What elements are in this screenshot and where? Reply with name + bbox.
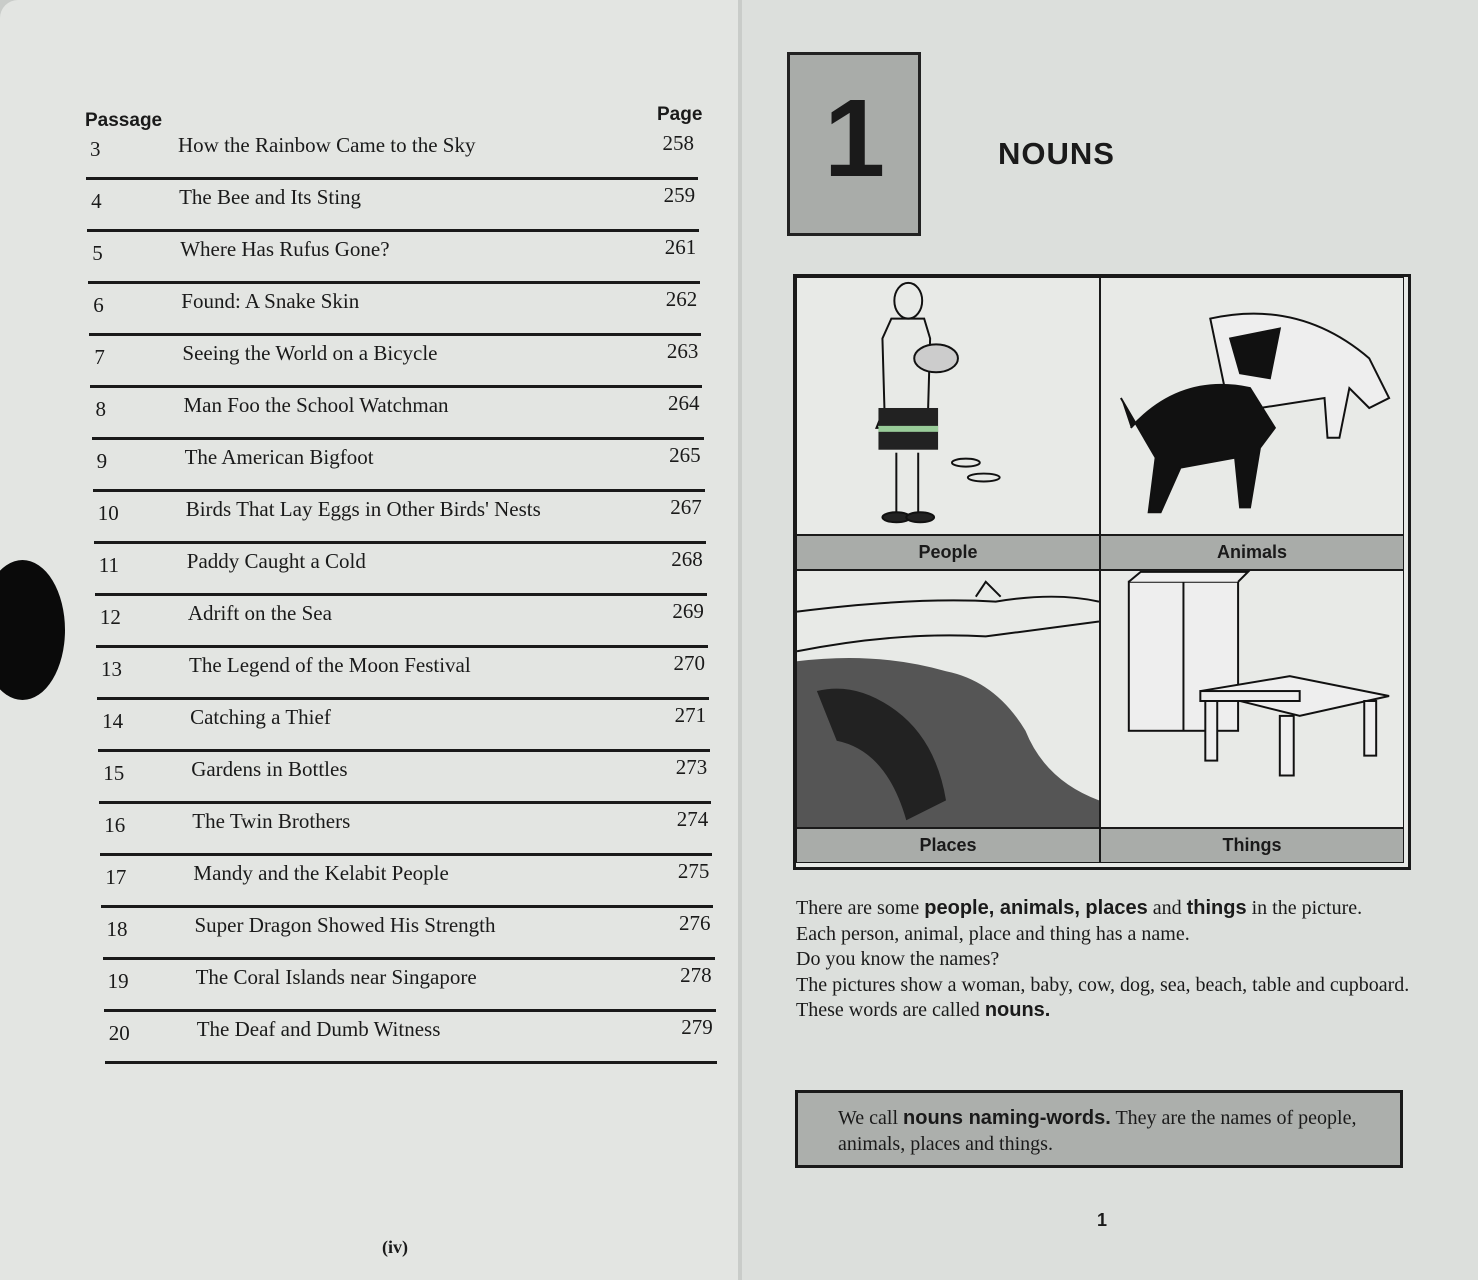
contents-row: [103, 905, 715, 960]
contents-row: [92, 385, 704, 440]
passage-number: 6: [93, 293, 104, 317]
text: They are the names of people, animals, places and things.: [838, 1107, 1357, 1155]
page-number: 267: [670, 495, 702, 519]
label-animals: Animals: [1101, 534, 1403, 569]
passage-title: Catching a Thief: [190, 705, 331, 729]
page-number: 263: [666, 339, 699, 363]
passage-number: 18: [106, 917, 128, 941]
passage-title: Seeing the World on a Bicycle: [182, 341, 438, 365]
contents-row: [98, 697, 710, 752]
passage-number: 3: [90, 137, 101, 161]
passage-title: Super Dragon Showed His Strength: [194, 913, 496, 937]
page-number: 273: [675, 755, 708, 779]
cow-dog-illustration: [1101, 278, 1403, 536]
passage-title: Gardens in Bottles: [191, 757, 348, 781]
text: We call: [838, 1107, 904, 1129]
passage-title: The Coral Islands near Singapore: [195, 965, 477, 989]
contents-row: [93, 437, 705, 492]
passage-title: Found: A Snake Skin: [181, 289, 360, 313]
contents-row: [100, 801, 712, 856]
page-number: 268: [671, 547, 703, 571]
passage-title: The Bee and Its Sting: [179, 185, 362, 209]
passage-number: 12: [99, 605, 121, 629]
things-cell: [1100, 570, 1404, 863]
left-page: [0, 0, 738, 1280]
table-cupboard-illustration: [1101, 571, 1403, 829]
intro-paragraph: [796, 896, 1416, 1024]
bold-text: nouns.: [984, 999, 1051, 1021]
label-places: Places: [797, 827, 1099, 862]
passage-number: 15: [103, 761, 125, 785]
passage-number: 8: [95, 397, 106, 421]
bold-text: things: [1186, 897, 1247, 919]
right-page: [742, 0, 1478, 1280]
woman-baby-illustration: [797, 278, 1099, 536]
passage-number: 13: [101, 657, 122, 681]
label-people: People: [797, 534, 1099, 569]
page-number: 259: [663, 183, 696, 207]
label-things: Things: [1101, 827, 1403, 862]
passage-number: 19: [107, 969, 129, 993]
animals-cell: [1100, 277, 1404, 570]
contents-row: [86, 125, 698, 180]
passage-number: 16: [104, 813, 126, 837]
page-number: 274: [676, 807, 709, 831]
text-line: Do you know the names?: [796, 948, 1000, 970]
contents-row: [104, 957, 716, 1012]
page-header: Page: [657, 104, 703, 125]
passage-number: 9: [96, 449, 108, 473]
page-number: 264: [668, 391, 700, 415]
page-number: 261: [664, 235, 697, 259]
page-number: 271: [674, 703, 707, 727]
contents-row: [94, 489, 706, 544]
contents-row: [97, 645, 709, 700]
passage-number: 7: [94, 345, 105, 369]
bold-text: people, animals, places: [924, 897, 1148, 919]
passage-number: 4: [91, 189, 102, 213]
page-number: 265: [669, 443, 701, 467]
chapter-number-box: [787, 52, 921, 236]
page-number: 276: [679, 911, 711, 935]
contents-row: [87, 177, 699, 232]
contents-row: [88, 229, 700, 284]
passage-title: Adrift on the Sea: [187, 601, 332, 625]
page-folio: 1: [1097, 1210, 1108, 1230]
text-line: The pictures show a woman, baby, cow, dog, sea, beach, table and cupboard.: [796, 973, 1410, 996]
thumb-shadow: [0, 560, 65, 700]
contents-row: [96, 593, 708, 648]
page-number: 275: [677, 859, 710, 883]
definition-box: [795, 1090, 1403, 1168]
chapter-title: NOUNS: [998, 136, 1115, 171]
passage-number: 14: [102, 709, 124, 733]
places-cell: [796, 570, 1100, 863]
chapter-number: 1: [824, 77, 886, 200]
passage-number: 20: [108, 1021, 130, 1045]
passage-number: 17: [105, 865, 127, 889]
people-cell: [796, 277, 1100, 570]
contents-row: [90, 333, 702, 388]
passage-title: The Legend of the Moon Festival: [189, 653, 471, 677]
passage-title: Mandy and the Kelabit People: [193, 861, 449, 885]
passage-title: Where Has Rufus Gone?: [180, 237, 390, 261]
contents-row: [105, 1009, 717, 1064]
text: These words are called: [796, 999, 985, 1021]
passage-number: 10: [97, 501, 119, 525]
bold-text: nouns naming-words.: [903, 1107, 1111, 1129]
passage-header: Passage: [85, 110, 163, 131]
passage-title: The Deaf and Dumb Witness: [196, 1017, 441, 1041]
passage-title: How the Rainbow Came to the Sky: [178, 133, 476, 157]
sea-beach-illustration: [797, 571, 1099, 829]
page-number: 278: [680, 963, 712, 987]
passage-title: Paddy Caught a Cold: [186, 549, 366, 573]
passage-title: The Twin Brothers: [192, 809, 351, 833]
contents-row: [99, 749, 711, 804]
page-number: 270: [673, 651, 705, 675]
passage-title: The American Bigfoot: [184, 445, 374, 469]
contents-row: [95, 541, 707, 596]
passage-number: 11: [98, 553, 120, 577]
page-number: 262: [665, 287, 698, 311]
passage-title: Man Foo the School Watchman: [183, 393, 449, 417]
page-number: 258: [662, 131, 694, 155]
contents-row: [89, 281, 701, 336]
page-folio: (iv): [382, 1237, 408, 1257]
passage-number: 5: [92, 241, 103, 265]
picture-grid: [793, 274, 1411, 870]
text-line: Each person, animal, place and thing has a name.: [796, 922, 1190, 945]
text: and: [1147, 897, 1187, 919]
text: There are some: [796, 897, 925, 919]
passage-title: Birds That Lay Eggs in Other Birds' Nests: [185, 497, 541, 521]
contents-row: [101, 853, 713, 908]
page-number: 269: [672, 599, 704, 623]
page-number: 279: [681, 1015, 713, 1039]
text: in the picture.: [1246, 897, 1363, 919]
